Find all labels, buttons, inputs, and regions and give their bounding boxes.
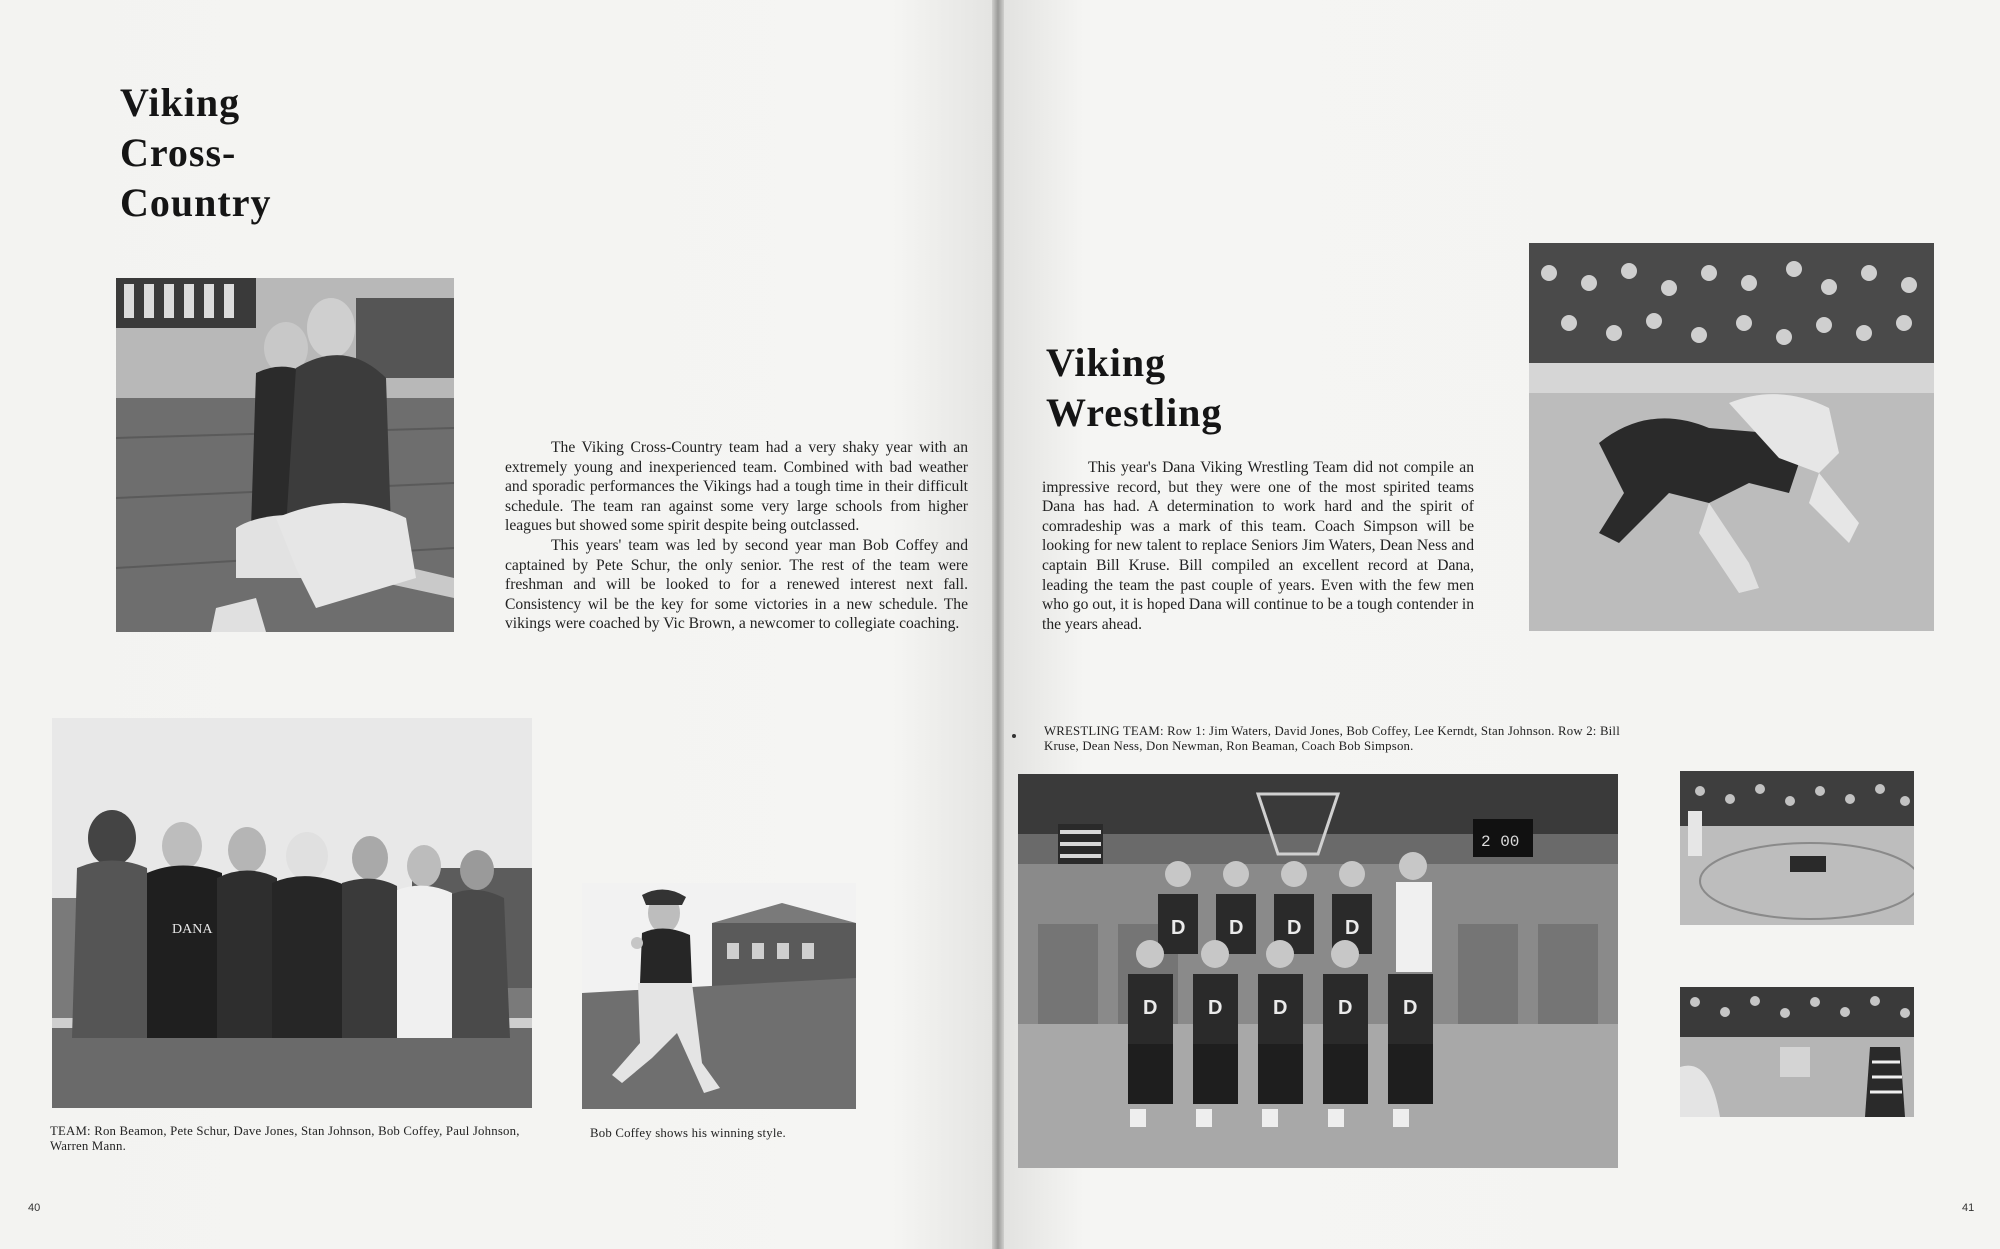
shirt-print: DANA xyxy=(172,922,213,937)
wrestling-article xyxy=(1042,458,1474,634)
left-page xyxy=(0,0,992,1249)
jersey-letter: D xyxy=(1143,997,1158,1019)
cross-country-heading xyxy=(120,78,271,228)
scoreboard-text: 2 00 xyxy=(1481,833,1520,851)
wrestling-match-photo xyxy=(1529,243,1934,631)
jersey-letter: D xyxy=(1345,917,1360,939)
article-paragraph: This year's Dana Viking Wrestling Team did not compile an impressive record, but they were one of the most spirited teams Dana has had. A determination to work hard and the spirit of comradeship was a mark of this team. Coach Simpson will be looking for new talent to replace Seniors Jim Waters, Dean Ness and captain Bill Kruse. Bill compiled an excellent record at Dana, leading the team the past couple of years. Even with the few men who go out, it is hoped Dana will continue to be a tough contender in the years ahead. xyxy=(1042,459,1474,633)
article-paragraph: The Viking Cross-Country team had a very shaky year with an extremely young and inexperienced team. Combined with bad weather and sporadic performances the Vikings had a tough time in their difficult schedule. The team ran against some very large schools from higher leagues but showed some spirit despite being outclassed. xyxy=(505,439,968,535)
wrestling-team-caption: WRESTLING TEAM: Row 1: Jim Waters, David Jones, Bob Coffey, Lee Kerndt, Stan Johnson. Row 2: Bill Kruse, Dean Ness, Don Newman, Ron Beaman, Coach Bob Simpson. xyxy=(1044,724,1620,753)
page-number-left: 40 xyxy=(28,1202,41,1214)
runner-caption: Bob Coffey shows his winning style. xyxy=(590,1126,786,1140)
cross-country-article xyxy=(505,438,968,634)
cross-country-team-photo xyxy=(52,718,532,1108)
heading-line: Country xyxy=(120,180,272,225)
heading-line: Cross- xyxy=(120,130,237,175)
jersey-letter: D xyxy=(1403,997,1418,1019)
wrestling-team-photo xyxy=(1018,774,1618,1168)
jersey-letter: D xyxy=(1171,917,1186,939)
page-number-right: 41 xyxy=(1962,1202,1975,1214)
heading-line: Viking xyxy=(120,80,241,125)
article-paragraph: This years' team was led by second year man Bob Coffey and captained by Pete Schur, the only senior. The rest of the team were freshman and will be looked to for a renewed interest next fall. Consistency wil be the key for some victories in a new schedule. The vikings were coached by Vic Brown, a newcomer to collegiate coaching. xyxy=(505,536,968,633)
wrestling-heading xyxy=(1046,338,1222,438)
right-page xyxy=(1004,0,2000,1249)
cross-country-team-caption: TEAM: Ron Beamon, Pete Schur, Dave Jones, Stan Johnson, Bob Coffey, Paul Johnson, Warren Mann. xyxy=(50,1124,520,1153)
jersey-letter: D xyxy=(1287,917,1302,939)
heading-line: Viking xyxy=(1046,340,1167,385)
book-gutter xyxy=(992,0,1004,1249)
wrestling-match-small-photo xyxy=(1680,771,1914,925)
jersey-letter: D xyxy=(1338,997,1353,1019)
runners-on-bleachers-photo xyxy=(116,278,454,632)
heading-line: Wrestling xyxy=(1046,390,1223,435)
runner-photo xyxy=(582,883,856,1109)
jersey-letter: D xyxy=(1229,917,1244,939)
jersey-letter: D xyxy=(1208,997,1223,1019)
caption-bullet xyxy=(1012,734,1016,738)
jersey-letter: D xyxy=(1273,997,1288,1019)
wrestling-crowd-small-photo xyxy=(1680,987,1914,1117)
